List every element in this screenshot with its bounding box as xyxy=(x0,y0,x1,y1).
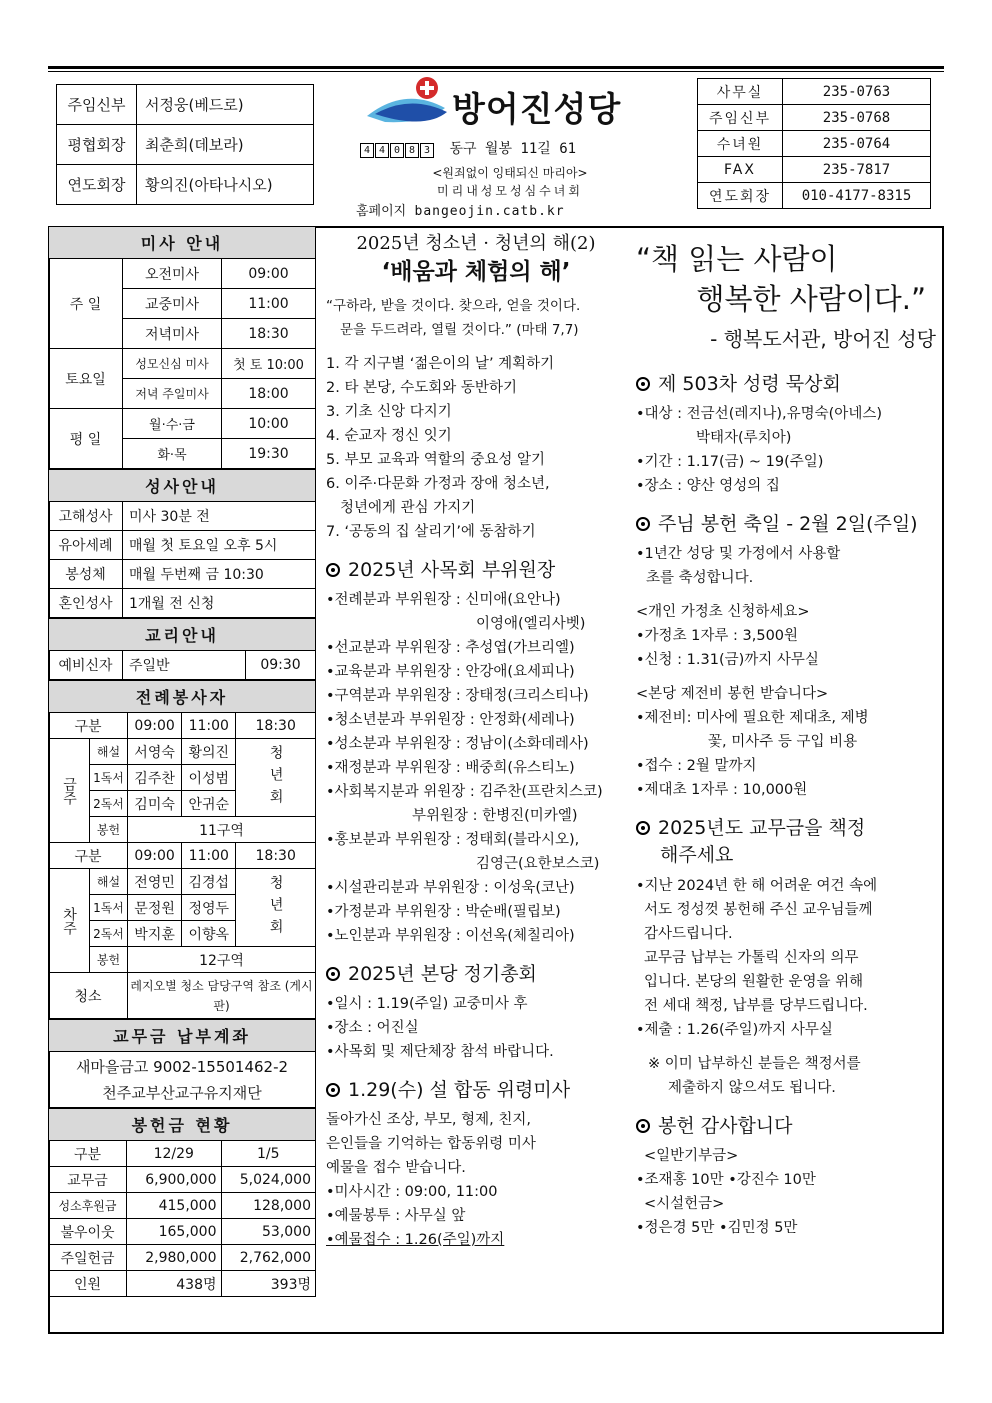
candle-line: •신청 : 1.31(금)까지 사무실 xyxy=(636,652,819,668)
minister: 이성범 xyxy=(182,765,236,791)
vp-line: •성소분과 부위원장 : 정남이(소화데레사) xyxy=(326,736,589,752)
offering-value: 5,024,000 xyxy=(221,1167,316,1193)
church-name: 방어진성당 xyxy=(452,90,622,130)
ministry-table xyxy=(48,680,316,1019)
cleaning-label: 청소 xyxy=(49,973,128,1019)
clergy-label: 주임신부 xyxy=(57,85,137,125)
ministry-head: 구분 xyxy=(49,713,128,739)
sacrament-label: 봉성체 xyxy=(49,560,123,589)
memorial-line: •예물봉투 : 사무실 앞 xyxy=(326,1208,466,1224)
goal-item: 2. 타 본당, 수도회와 동반하기 xyxy=(326,380,517,396)
offering-value: 438명 xyxy=(127,1271,222,1297)
sunday-label: 주 일 xyxy=(49,259,123,349)
clergy-table xyxy=(56,84,314,205)
candle-subtitle: <본당 제전비 봉헌 받습니다> xyxy=(636,686,829,702)
contact-label: 주임신부 xyxy=(698,105,783,131)
thanks-line: •조재홍 10만 •강진수 10만 xyxy=(636,1172,816,1188)
offering-value: 53,000 xyxy=(221,1219,316,1245)
homepage-link[interactable]: bangeojin.catb.kr xyxy=(414,204,565,219)
goal-item: 3. 기초 신앙 다지기 xyxy=(326,404,452,420)
candle-heading: 주님 봉헌 축일 - 2월 2일(주일) xyxy=(636,512,936,536)
clergy-label: 연도회장 xyxy=(57,165,137,205)
sidebar xyxy=(48,226,316,1297)
postal-digit: 0 xyxy=(390,143,404,158)
goal-item: 6. 이주·다문화 가정과 장애 청소년, xyxy=(326,476,550,492)
candle-line: •제대초 1자루 : 10,000원 xyxy=(636,782,808,798)
mass-time: 09:00 xyxy=(222,259,316,289)
offering-area: 11구역 xyxy=(128,817,316,843)
contact-label: FAX xyxy=(698,157,783,183)
sacrament-value: 1개월 전 신청 xyxy=(123,589,316,618)
role: 2독서 xyxy=(90,921,128,947)
dues-title: 교무금 납부계좌 xyxy=(49,1020,316,1052)
retreat-heading: 제 503차 성령 묵상회 xyxy=(636,372,936,396)
mass-title: 미사 안내 xyxy=(49,227,316,259)
minister: 김경섭 xyxy=(182,869,236,895)
quote-line: 행복한 사람이다.” xyxy=(696,282,926,316)
minister: 황의진 xyxy=(182,739,236,765)
bullet-icon xyxy=(326,967,340,981)
minister: 박지훈 xyxy=(128,921,182,947)
sacrament-value: 매월 두번째 금 10:30 xyxy=(123,560,316,589)
clergy-value: 서정웅(베드로) xyxy=(137,85,314,125)
dues-note: ※ 이미 납부하신 분들은 책정서를 xyxy=(648,1056,861,1072)
mass-name: 월·수·금 xyxy=(123,409,222,439)
gm-line: •일시 : 1.19(주일) 교중미사 후 xyxy=(326,996,528,1012)
vp-line: •홍보분과 부위원장 : 정태회(블라시오), xyxy=(326,832,580,848)
ministry-head: 09:00 xyxy=(128,713,182,739)
dues-line: •제출 : 1.26(주일)까지 사무실 xyxy=(636,1022,833,1038)
contact-label: 사무실 xyxy=(698,79,783,105)
memorial-line: 예물을 접수 받습니다. xyxy=(326,1160,466,1176)
bullet-icon xyxy=(636,821,650,835)
contact-phone: 235-0764 xyxy=(783,131,931,157)
mass-name: 저녁 주일미사 xyxy=(123,379,222,409)
memorial-line: •미사시간 : 09:00, 11:00 xyxy=(326,1184,498,1200)
dues-owner: 천주교부산교구유지재단 xyxy=(102,1083,262,1102)
vp-line: •선교분과 부위원장 : 추성엽(가브리엘) xyxy=(326,640,575,656)
minister: 서영숙 xyxy=(128,739,182,765)
vp-line: •가정분과 부위원장 : 박순배(필립보) xyxy=(326,904,561,920)
dues-heading-2: 해주세요 xyxy=(660,844,734,866)
vp-heading: 2025년 사목회 부위원장 xyxy=(326,558,626,582)
role: 봉헌 xyxy=(90,817,128,843)
postal-digit: 3 xyxy=(420,143,434,158)
ministry-title: 전례봉사자 xyxy=(49,681,316,713)
candle-line: 초를 축성합니다. xyxy=(646,570,754,586)
candle-line: 꽃, 미사주 등 구입 비용 xyxy=(708,734,858,750)
bullet-icon xyxy=(636,377,650,391)
thanks-line: •정은경 5만 •김민정 5만 xyxy=(636,1220,798,1236)
dues-line: 서도 정성껏 봉헌해 주신 교우님들께 xyxy=(644,902,873,918)
minister: 김미숙 xyxy=(128,791,182,817)
sacrament-label: 고해성사 xyxy=(49,502,123,531)
dues-account xyxy=(49,1052,316,1108)
ministry-head: 구분 xyxy=(49,843,128,869)
vp-line: •구역분과 부위원장 : 장태정(크리스티나) xyxy=(326,688,589,704)
offering-head: 12/29 xyxy=(127,1141,222,1167)
gm-line: •장소 : 어진실 xyxy=(326,1020,419,1036)
candle-subtitle: <개인 가정초 신청하세요> xyxy=(636,604,810,620)
thanks-subtitle: <일반기부금> xyxy=(644,1148,739,1164)
offering-label: 주일헌금 xyxy=(49,1245,127,1271)
candle-line: •1년간 성당 및 가정에서 사용할 xyxy=(636,546,841,562)
offering-label: 교무금 xyxy=(49,1167,127,1193)
mass-name: 오전미사 xyxy=(123,259,222,289)
offering-area: 12구역 xyxy=(128,947,316,973)
dues-heading: 2025년도 교무금을 책정 xyxy=(636,816,936,840)
memorial-line: •예물접수 : 1.26(주일)까지 xyxy=(326,1232,505,1248)
offering-label: 인원 xyxy=(49,1271,127,1297)
mass-time: 18:30 xyxy=(222,319,316,349)
contact-phone: 235-0763 xyxy=(783,79,931,105)
contact-label: 연도회장 xyxy=(698,183,783,209)
address xyxy=(360,138,576,158)
clergy-label: 평협회장 xyxy=(57,125,137,165)
postal-digit: 4 xyxy=(360,143,374,158)
doctrine-time: 09:30 xyxy=(246,651,316,680)
ministry-head: 11:00 xyxy=(182,713,236,739)
offering-title: 봉헌금 현황 xyxy=(49,1109,316,1141)
offering-table xyxy=(48,1108,316,1297)
contact-phone: 235-0768 xyxy=(783,105,931,131)
goal-item: 청년에게 관심 가지기 xyxy=(340,500,476,516)
dues-table xyxy=(48,1019,316,1108)
role: 1독서 xyxy=(90,765,128,791)
postal-digit: 4 xyxy=(375,143,389,158)
retreat-line: 박태자(루치아) xyxy=(696,430,792,446)
offering-value: 415,000 xyxy=(127,1193,222,1219)
sacrament-table xyxy=(48,469,316,618)
youth-group: 청년회 xyxy=(236,739,316,817)
sacrament-value: 매월 첫 토요일 오후 5시 xyxy=(123,531,316,560)
verse-line: 문을 두드려라, 열릴 것이다.” (마태 7,7) xyxy=(340,322,579,338)
retreat-line: •장소 : 양산 영성의 집 xyxy=(636,478,780,494)
vp-line: •교육분과 부위원장 : 안강애(요세피나) xyxy=(326,664,575,680)
minister: 이향옥 xyxy=(182,921,236,947)
mass-time: 18:00 xyxy=(222,379,316,409)
weekday-label: 평 일 xyxy=(49,409,123,469)
postal-digit: 8 xyxy=(405,143,419,158)
mass-time: 첫 토 10:00 xyxy=(222,349,316,379)
doctrine-label: 예비신자 xyxy=(49,651,123,680)
role: 해설 xyxy=(90,739,128,765)
retreat-line: •기간 : 1.17(금) ~ 19(주일) xyxy=(636,454,824,470)
sacrament-label: 유아세례 xyxy=(49,531,123,560)
youth-group: 청년회 xyxy=(236,869,316,947)
vp-line: 김영근(요한보스코) xyxy=(476,856,600,872)
offering-head: 구분 xyxy=(49,1141,127,1167)
offering-label: 성소후원금 xyxy=(49,1193,127,1219)
saturday-label: 토요일 xyxy=(49,349,123,409)
clergy-value: 황의진(아타나시오) xyxy=(137,165,314,205)
mass-name: 화·목 xyxy=(123,439,222,469)
week-label: 금주 xyxy=(49,739,90,843)
offering-head: 1/5 xyxy=(221,1141,316,1167)
role: 해설 xyxy=(90,869,128,895)
dues-note: 제출하지 않으셔도 됩니다. xyxy=(668,1080,836,1096)
mass-time: 11:00 xyxy=(222,289,316,319)
offering-value: 128,000 xyxy=(221,1193,316,1219)
top-rule-thin xyxy=(48,71,944,72)
vp-line: •재정분과 부위원장 : 배중희(유스티노) xyxy=(326,760,575,776)
bullet-icon xyxy=(326,1083,340,1097)
sacrament-value: 미사 30분 전 xyxy=(123,502,316,531)
mass-table xyxy=(48,226,316,469)
bullet-icon xyxy=(636,1119,650,1133)
dues-line: 감사드립니다. xyxy=(644,926,733,942)
vp-line: •청소년분과 부위원장 : 안정화(세레나) xyxy=(326,712,575,728)
doctrine-title: 교리안내 xyxy=(49,619,316,651)
memorial-heading: 1.29(수) 설 합동 위령미사 xyxy=(326,1078,626,1102)
contact-phone: 010-4177-8315 xyxy=(783,183,931,209)
dues-bank: 새마을금고 9002-15501462-2 xyxy=(75,1057,289,1076)
vp-line: •사회복지분과 위원장 : 김주찬(프란치스코) xyxy=(326,784,603,800)
contact-phone: 235-7817 xyxy=(783,157,931,183)
vp-line: 이영애(엘리사벳) xyxy=(476,616,586,632)
mass-name: 저녁미사 xyxy=(123,319,222,349)
contact-table xyxy=(697,78,931,209)
ministry-head: 09:00 xyxy=(128,843,182,869)
role: 2독서 xyxy=(90,791,128,817)
dues-line: 교무금 납부는 가톨릭 신자의 의무 xyxy=(644,950,859,966)
gm-line: •사목회 및 제단체장 참석 바랍니다. xyxy=(326,1044,554,1060)
motto: <원죄없이 잉태되신 마리아> xyxy=(432,166,588,180)
offering-value: 2,762,000 xyxy=(221,1245,316,1271)
verse-line: “구하라, 받을 것이다. 찾으라, 얻을 것이다. xyxy=(326,298,581,314)
week-label: 차주 xyxy=(49,869,90,973)
doctrine-table xyxy=(48,618,316,680)
contact-label: 수녀원 xyxy=(698,131,783,157)
retreat-line: •대상 : 전금선(레지나),유명숙(아네스) xyxy=(636,406,882,422)
goal-item: 7. ‘공동의 집 살리기’에 동참하기 xyxy=(326,524,536,540)
memorial-line: 은인들을 기억하는 합동위령 미사 xyxy=(326,1136,536,1152)
thanks-heading: 봉헌 감사합니다 xyxy=(636,1114,936,1138)
candle-line: •제전비: 미사에 필요한 제대초, 제병 xyxy=(636,710,869,726)
homepage xyxy=(356,200,565,219)
minister: 안귀순 xyxy=(182,791,236,817)
mass-name: 교중미사 xyxy=(123,289,222,319)
offering-label: 불우이웃 xyxy=(49,1219,127,1245)
minister: 문정원 xyxy=(128,895,182,921)
vp-line: •노인분과 부위원장 : 이선옥(체칠리아) xyxy=(326,928,575,944)
offering-value: 165,000 xyxy=(127,1219,222,1245)
sisters-name: 미리내성모성심수녀회 xyxy=(437,184,583,198)
goal-item: 5. 부모 교육과 역할의 중요성 알기 xyxy=(326,452,545,468)
offering-value: 2,980,000 xyxy=(127,1245,222,1271)
general-meeting-heading: 2025년 본당 정기총회 xyxy=(326,962,626,986)
candle-line: •접수 : 2월 말까지 xyxy=(636,758,757,774)
mass-time: 19:30 xyxy=(222,439,316,469)
sacrament-label: 혼인성사 xyxy=(49,589,123,618)
minister: 김주찬 xyxy=(128,765,182,791)
minister: 전영민 xyxy=(128,869,182,895)
ministry-head: 18:30 xyxy=(236,843,316,869)
vp-line: 부위원장 : 한병진(미카엘) xyxy=(412,808,578,824)
dues-line: 전 세대 책정, 납부를 당부드립니다. xyxy=(644,998,868,1014)
address-text: 동구 월봉 11길 61 xyxy=(449,141,577,157)
role: 봉헌 xyxy=(90,947,128,973)
role: 1독서 xyxy=(90,895,128,921)
offering-value: 393명 xyxy=(221,1271,316,1297)
mass-name: 성모신심 미사 xyxy=(123,349,222,379)
vp-line: •전례분과 부위원장 : 신미애(요안나) xyxy=(326,592,561,608)
clergy-value: 최춘희(데보라) xyxy=(137,125,314,165)
column-right xyxy=(636,240,936,1240)
dues-line: 입니다. 본당의 원활한 운영을 위해 xyxy=(644,974,864,990)
doctrine-value: 주일반 xyxy=(123,651,246,680)
goal-item: 4. 순교자 정신 잇기 xyxy=(326,428,452,444)
thanks-subtitle: <시설헌금> xyxy=(644,1196,725,1212)
year-theme: ‘배움과 체험의 해’ xyxy=(381,259,571,285)
quote-source: - 행복도서관, 방어진 성당 xyxy=(710,327,936,351)
column-middle xyxy=(326,232,626,1252)
bullet-icon xyxy=(636,517,650,531)
sacrament-title: 성사안내 xyxy=(49,470,316,502)
quote-line: “책 읽는 사람이 xyxy=(636,242,838,276)
cleaning-value: 레지오별 청소 담당구역 참조 (게시판) xyxy=(128,973,316,1019)
candle-line: •가정초 1자루 : 3,500원 xyxy=(636,628,799,644)
mass-time: 10:00 xyxy=(222,409,316,439)
dues-line: •지난 2024년 한 해 어려운 여건 속에 xyxy=(636,878,878,894)
homepage-label: 홈페이지 xyxy=(356,204,407,219)
memorial-line: 돌아가신 조상, 부모, 형제, 친지, xyxy=(326,1112,531,1128)
top-rule-thick xyxy=(48,66,944,69)
ministry-head: 18:30 xyxy=(236,713,316,739)
goal-item: 1. 각 지구별 ‘젊은이의 날’ 계획하기 xyxy=(326,356,555,372)
minister: 정영두 xyxy=(182,895,236,921)
ministry-head: 11:00 xyxy=(182,843,236,869)
offering-value: 6,900,000 xyxy=(127,1167,222,1193)
year-title: 2025년 청소년 · 청년의 해(2) xyxy=(356,233,596,254)
bullet-icon xyxy=(326,563,340,577)
vp-line: •시설관리분과 부위원장 : 이성욱(코난) xyxy=(326,880,575,896)
